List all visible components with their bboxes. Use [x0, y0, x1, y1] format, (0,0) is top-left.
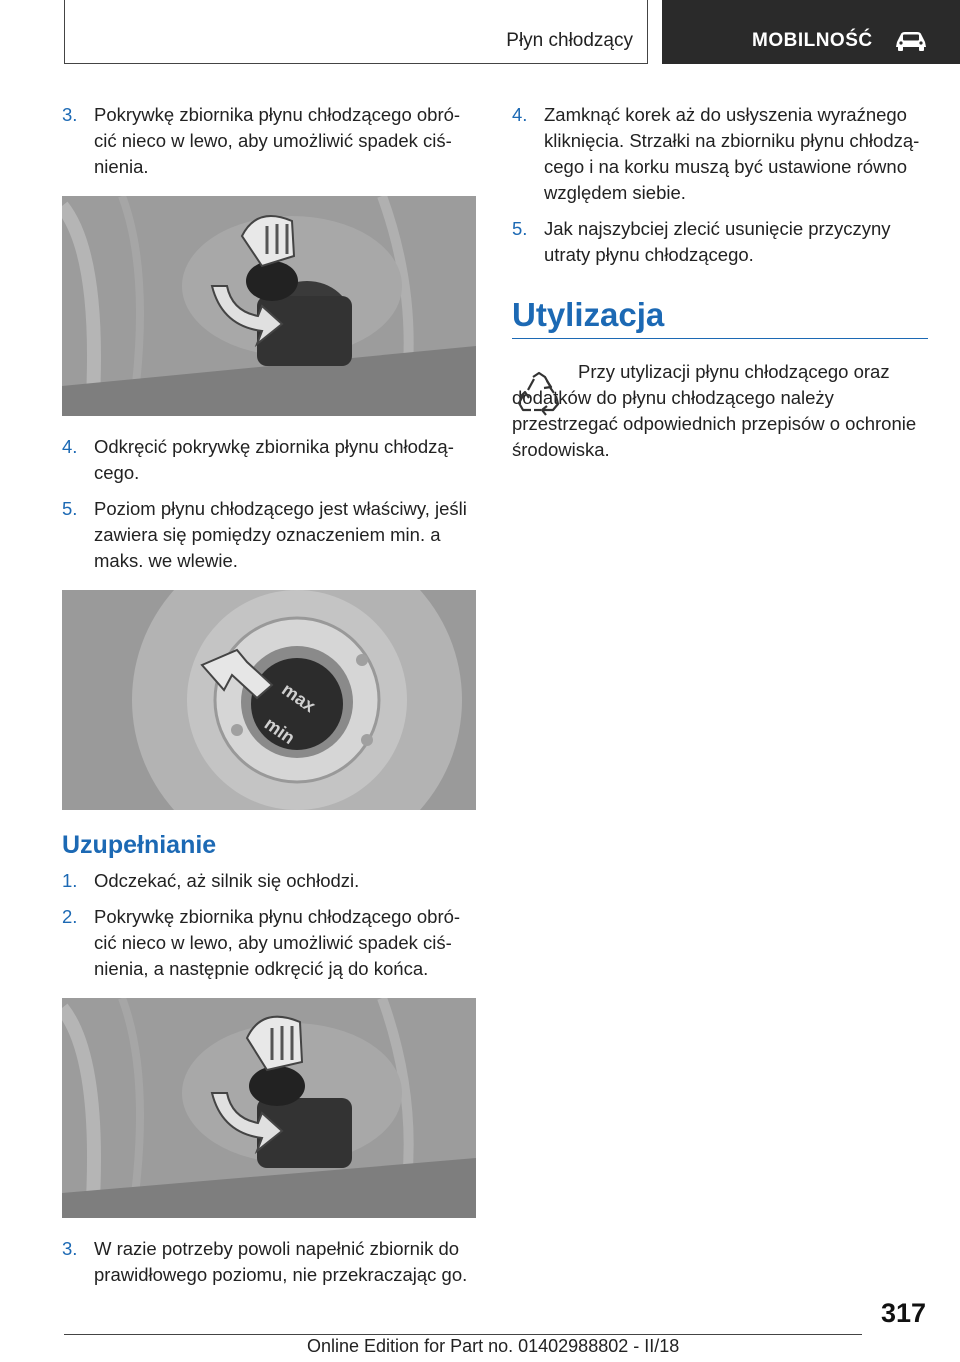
photo-reservoir-cap-remove — [62, 998, 476, 1218]
right-column — [512, 102, 928, 463]
header-section-box — [662, 0, 960, 64]
step-number: 3. — [62, 104, 78, 125]
step-number: 1. — [62, 870, 78, 891]
list-item — [62, 496, 476, 574]
section-heading-disposal: Utylizacja — [512, 302, 928, 339]
left-column — [62, 102, 476, 1298]
step-number: 5. — [512, 218, 528, 239]
step-list-a — [62, 102, 476, 180]
footer-edition: Online Edition for Part no. 01402988802 - II/18 — [307, 1336, 680, 1356]
list-item — [62, 904, 476, 982]
photo-reservoir-cap-open — [62, 196, 476, 416]
recycle-text: Przy utylizacji płynu chłodzącego oraz dodatków do płynu chłodzącego należy przestrzegać odpowiednich przepisów o ochronie środowiska. — [512, 361, 917, 460]
list-item — [512, 216, 928, 268]
step-text: Jak najszybciej zlecić usunięcie przyczyny utraty płynu chłodzącego. — [544, 218, 891, 265]
list-item — [62, 102, 476, 180]
step-text: Poziom płynu chłodzącego jest właściwy, jeśli zawiera się pomiędzy oznaczeniem min. a maks. we wlewie. — [94, 498, 467, 571]
step-text: Pokrywkę zbiornika płynu chłodzącego obrócić nieco w lewo, aby umożliwić spadek ciśnienia. — [94, 104, 461, 177]
step-list-c — [62, 868, 476, 982]
header-title: Płyn chłodzący — [506, 30, 633, 51]
step-text: Zamknąć korek aż do usłyszenia wyraźnego kliknięcia. Strzałki na zbiorniku płynu chłodzącego i na korku muszą być ustawione równo względem siebie. — [544, 104, 920, 203]
step-number: 2. — [62, 906, 78, 927]
list-item — [62, 868, 476, 894]
step-list-right — [512, 102, 928, 268]
car-icon — [894, 30, 928, 52]
footer-divider — [64, 1334, 862, 1335]
step-number: 4. — [512, 104, 528, 125]
list-item — [62, 1236, 476, 1288]
step-list-b — [62, 434, 476, 574]
min-label: min — [260, 713, 299, 749]
list-item — [512, 102, 928, 206]
recycle-note — [512, 359, 928, 463]
step-number: 3. — [62, 1238, 78, 1259]
step-text: Odczekać, aż silnik się ochłodzi. — [94, 870, 360, 891]
header-title-box — [64, 0, 648, 64]
step-number: 4. — [62, 436, 78, 457]
header-section-label: MOBILNOŚĆ — [752, 30, 873, 51]
section-heading-refill: Uzupełnianie — [62, 831, 217, 859]
step-text: W razie potrzeby powoli napełnić zbiornik do prawidłowego poziomu, nie przekraczając go. — [94, 1238, 468, 1285]
recycle-icon — [514, 369, 564, 419]
photo-filler-neck-levels — [62, 590, 476, 810]
step-list-d — [62, 1236, 476, 1288]
list-item — [62, 434, 476, 486]
step-text: Pokrywkę zbiornika płynu chłodzącego obrócić nieco w lewo, aby umożliwić spadek ciśnienia, a następnie odkręcić ją do końca. — [94, 906, 461, 979]
page-number: 317 — [880, 1298, 926, 1328]
step-text: Odkręcić pokrywkę zbiornika płynu chłodzącego. — [94, 436, 454, 483]
step-number: 5. — [62, 498, 78, 519]
max-label: max — [278, 679, 320, 717]
